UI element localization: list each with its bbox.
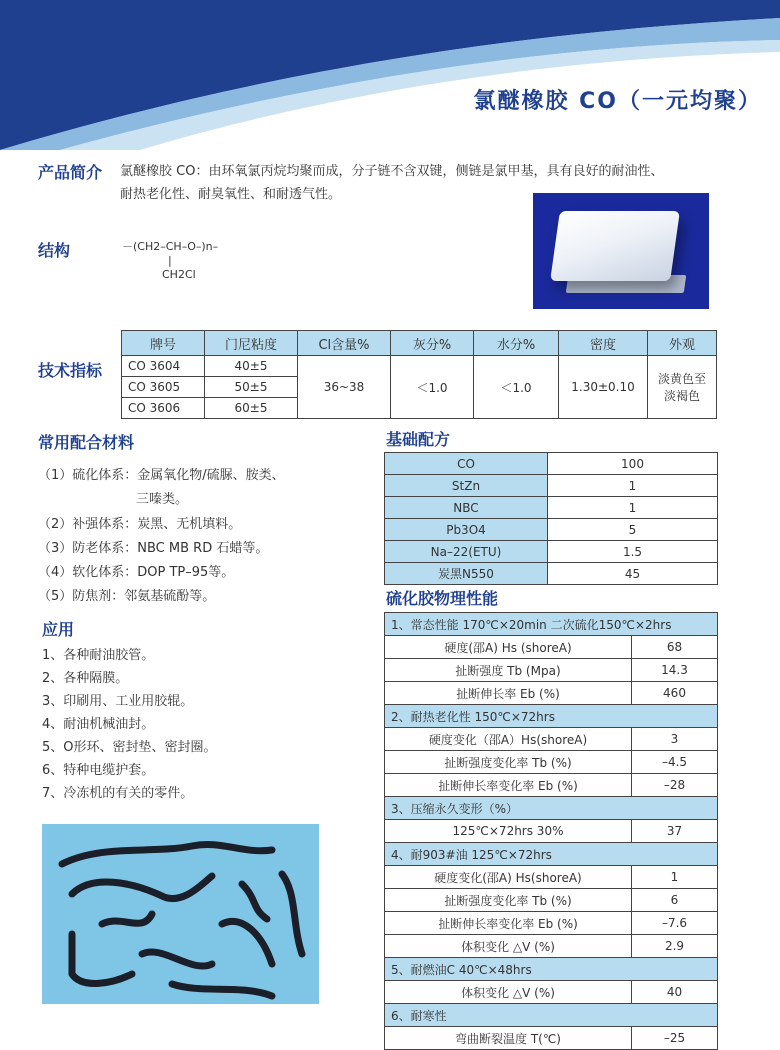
column-header: 外观	[648, 331, 717, 356]
application-item: 6、特种电缆护套。	[42, 763, 155, 778]
grade-cell: CO 3606	[122, 398, 205, 419]
column-header: 门尼粘度	[205, 331, 298, 356]
property-name: 弯曲断裂温度 T(℃)	[385, 1027, 632, 1050]
rubber-hoses-photo	[42, 824, 319, 1004]
application-item: 4、耐油机械油封。	[42, 717, 155, 732]
section-title: 6、耐寒性	[385, 1004, 718, 1027]
grade-cell: CO 3605	[122, 377, 205, 398]
property-value: 460	[632, 682, 718, 705]
table-row	[385, 1027, 718, 1050]
property-value: 2.9	[632, 935, 718, 958]
formula-heading: 基础配方	[386, 430, 451, 449]
appearance-line-2: 淡褐色	[663, 389, 700, 403]
section-title: 5、耐燃油C 40℃×48hrs	[385, 958, 718, 981]
section-row	[385, 797, 718, 820]
water-cell: ＜1.0	[474, 356, 559, 419]
column-header: Cl含量%	[298, 331, 391, 356]
column-header: 密度	[559, 331, 648, 356]
property-name: 体积变化 △V (%)	[385, 935, 632, 958]
ingredient-cell: Na–22(ETU)	[385, 541, 548, 563]
table-row	[385, 453, 718, 475]
mooney-cell: 40±5	[205, 356, 298, 377]
property-value: 40	[632, 981, 718, 1004]
property-value: 3	[632, 728, 718, 751]
section-title: 4、耐903#油 125℃×72hrs	[385, 843, 718, 866]
property-name: 扯断强度变化率 Tb (%)	[385, 751, 632, 774]
amount-cell: 45	[548, 563, 718, 585]
ingredient-cell: StZn	[385, 475, 548, 497]
table-row	[385, 519, 718, 541]
materials-item: （1）硫化体系：金属氧化物/硫脲、胺类、	[38, 468, 285, 483]
column-header: 灰分%	[391, 331, 474, 356]
amount-cell: 1	[548, 475, 718, 497]
section-row	[385, 705, 718, 728]
materials-item: （5）防焦剂：邻氨基硫酚等。	[38, 589, 216, 604]
table-row	[385, 682, 718, 705]
table-header-row	[122, 331, 717, 356]
table-row	[385, 751, 718, 774]
property-name: 扯断伸长率 Eb (%)	[385, 682, 632, 705]
table-row	[385, 866, 718, 889]
hoses-illustration	[42, 824, 319, 1004]
tech-heading: 技术指标	[38, 361, 103, 380]
section-row	[385, 613, 718, 636]
property-value: –28	[632, 774, 718, 797]
mooney-cell: 50±5	[205, 377, 298, 398]
property-name: 硬度变化(邵A) Hs(shoreA)	[385, 866, 632, 889]
property-name: 扯断伸长率变化率 Eb (%)	[385, 774, 632, 797]
materials-item: 三嗪类。	[136, 492, 189, 507]
property-name: 硬度(邵A) Hs (shoreA)	[385, 636, 632, 659]
mooney-cell: 60±5	[205, 398, 298, 419]
application-heading: 应用	[42, 620, 75, 639]
table-row	[385, 659, 718, 682]
header-banner	[0, 0, 780, 160]
property-value: 6	[632, 889, 718, 912]
section-row	[385, 958, 718, 981]
rubber-block-top	[550, 211, 680, 281]
section-row	[385, 1004, 718, 1027]
property-value: –7.6	[632, 912, 718, 935]
appearance-line-1: 淡黄色至	[657, 372, 706, 386]
table-row	[385, 563, 718, 585]
amount-cell: 100	[548, 453, 718, 475]
structure-heading: 结构	[38, 241, 71, 260]
property-name: 扯断强度变化率 Tb (%)	[385, 889, 632, 912]
property-name: 扯断伸长率变化率 Eb (%)	[385, 912, 632, 935]
section-title: 1、常态性能 170℃×20min 二次硫化150℃×2hrs	[385, 613, 718, 636]
materials-item: （3）防老体系：NBC MB RD 石蜡等。	[38, 541, 269, 556]
table-row	[385, 497, 718, 519]
table-row	[122, 356, 717, 377]
column-header: 水分%	[474, 331, 559, 356]
column-header: 牌号	[122, 331, 205, 356]
intro-line-1: 氯醚橡胶 CO：由环氧氯丙烷均聚而成，分子链不含双键，侧链是氯甲基，具有良好的耐油性、	[120, 164, 664, 179]
section-row	[385, 843, 718, 866]
properties-heading: 硫化胶物理性能	[386, 589, 499, 608]
materials-item: （2）补强体系：炭黑、无机填料。	[38, 517, 242, 532]
table-row	[385, 774, 718, 797]
intro-line-2: 耐热老化性、耐臭氧性、和耐透气性。	[120, 187, 342, 202]
ingredient-cell: 炭黑N550	[385, 563, 548, 585]
table-row	[385, 541, 718, 563]
structure-formula-main: －(CH2–CH–O–)n–	[122, 240, 219, 253]
property-name: 硬度变化（邵A）Hs(shoreA)	[385, 728, 632, 751]
physical-properties-table	[384, 612, 718, 1050]
materials-heading: 常用配合材料	[38, 433, 135, 452]
table-row	[385, 728, 718, 751]
property-value: –4.5	[632, 751, 718, 774]
application-item: 2、各种隔膜。	[42, 671, 129, 686]
application-item: 3、印刷用、工业用胶辊。	[42, 694, 194, 709]
table-row	[385, 475, 718, 497]
table-row	[385, 889, 718, 912]
tech-spec-table	[121, 330, 717, 419]
ingredient-cell: NBC	[385, 497, 548, 519]
table-row	[385, 981, 718, 1004]
property-value: 37	[632, 820, 718, 843]
table-row	[385, 636, 718, 659]
table-row	[385, 912, 718, 935]
property-value: –25	[632, 1027, 718, 1050]
property-value: 14.3	[632, 659, 718, 682]
amount-cell: 1.5	[548, 541, 718, 563]
section-title: 3、压缩永久变形（%）	[385, 797, 718, 820]
table-row	[385, 935, 718, 958]
property-name: 体积变化 △V (%)	[385, 981, 632, 1004]
intro-heading: 产品简介	[38, 163, 103, 182]
base-formula-table	[384, 452, 718, 585]
property-value: 1	[632, 866, 718, 889]
property-name: 125℃×72hrs 30%	[385, 820, 632, 843]
table-row	[385, 820, 718, 843]
materials-item: （4）软化体系：DOP TP–95等。	[38, 565, 235, 580]
property-value: 68	[632, 636, 718, 659]
property-name: 扯断强度 Tb (Mpa)	[385, 659, 632, 682]
amount-cell: 1	[548, 497, 718, 519]
density-cell: 1.30±0.10	[559, 356, 648, 419]
application-item: 1、各种耐油胶管。	[42, 648, 155, 663]
rubber-block-photo	[533, 193, 709, 309]
document-title: 氯醚橡胶 CO（一元均聚）	[473, 89, 762, 114]
application-item: 7、冷冻机的有关的零件。	[42, 786, 194, 801]
ash-cell: ＜1.0	[391, 356, 474, 419]
structure-formula-side: CH2Cl	[162, 268, 196, 281]
application-item: 5、O形环、密封垫、密封圈。	[42, 740, 217, 755]
ingredient-cell: Pb3O4	[385, 519, 548, 541]
ingredient-cell: CO	[385, 453, 548, 475]
cl-cell: 36~38	[298, 356, 391, 419]
amount-cell: 5	[548, 519, 718, 541]
grade-cell: CO 3604	[122, 356, 205, 377]
structure-formula-bar: |	[168, 254, 172, 267]
appearance-cell	[648, 356, 717, 419]
section-title: 2、耐热老化性 150℃×72hrs	[385, 705, 718, 728]
